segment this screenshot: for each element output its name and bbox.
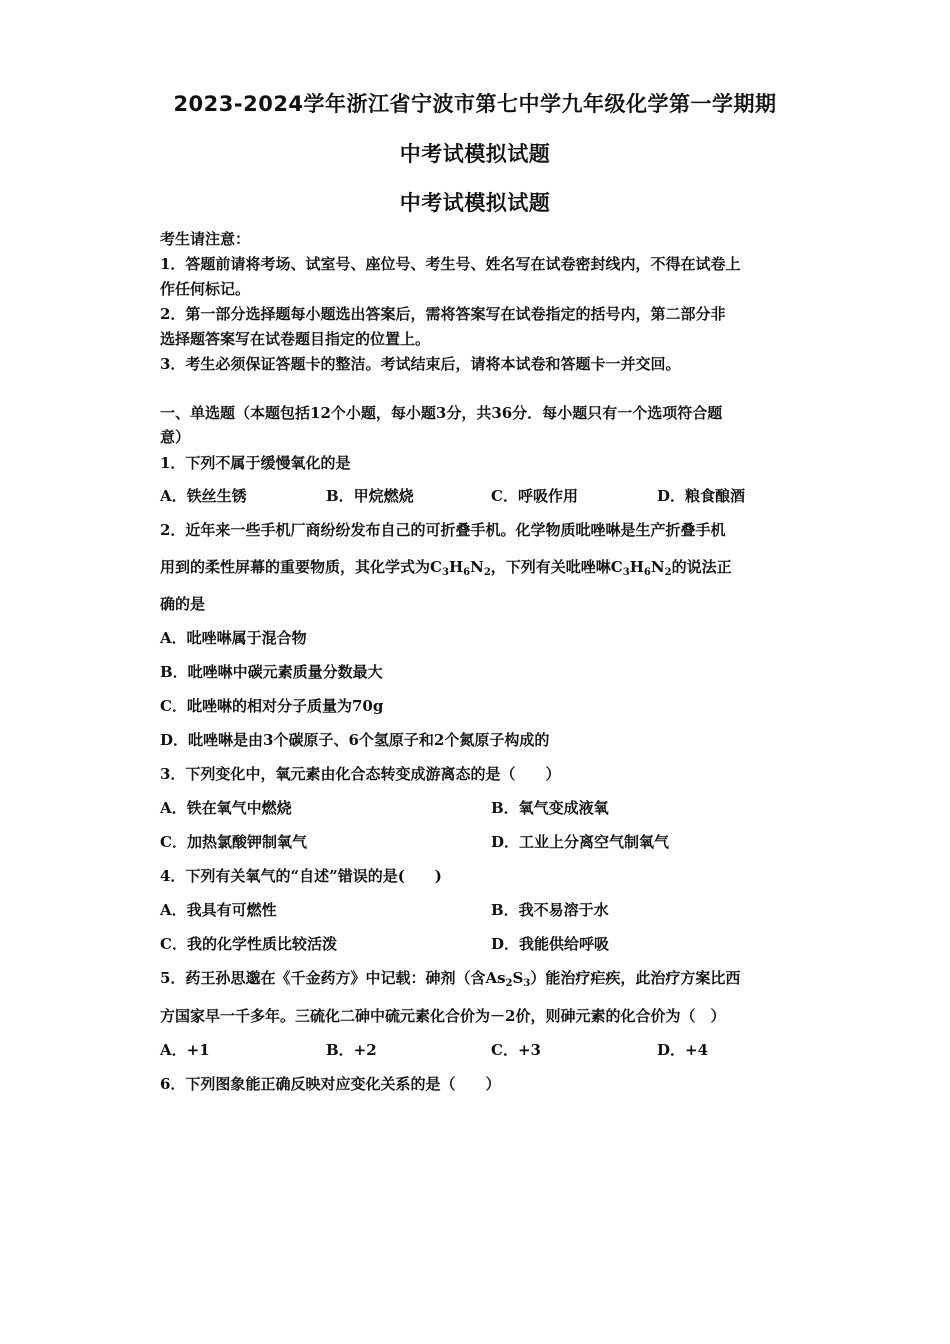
q2-option-b: B．吡唑啉中碳元素质量分数最大 xyxy=(160,663,383,681)
q1-stem: 1．下列不属于缓慢氧化的是 xyxy=(160,454,351,472)
q2-option-a: A．吡唑啉属于混合物 xyxy=(160,629,307,647)
q4-option-d: D．我能供给呼吸 xyxy=(491,935,610,953)
notice-item1-line2: 作任何标记。 xyxy=(160,280,251,298)
q2-option-d: D．吡唑啉是由3个碳原子、6个氢原子和2个氮原子构成的 xyxy=(160,731,550,749)
q5-stem-line1-a: 5．药王孙思邈在《千金药方》中记载：砷剂（含 xyxy=(160,969,486,987)
q5-stem-line1-b: ）能治疗疟疾，此治疗方案比西 xyxy=(530,969,741,987)
notice-item1-line1: 1．答题前请将考场、试室号、座位号、考生号、姓名写在试卷密封线内，不得在试卷上 xyxy=(160,255,741,273)
exam-title-line2: 中考试模拟试题 xyxy=(399,142,551,166)
q4-option-b: B．我不易溶于水 xyxy=(491,901,609,919)
q3-option-d: D．工业上分离空气制氧气 xyxy=(491,833,670,851)
q5-stem-line1 xyxy=(160,967,740,988)
q2-formula-1: $C_3H_6N_2$ xyxy=(430,558,491,578)
exam-title-line3: 中考试模拟试题 xyxy=(399,191,551,215)
q3-stem: 3．下列变化中，氧元素由化合态转变成游离态的是（ ） xyxy=(160,765,561,783)
q3-option-a: A．铁在氧气中燃烧 xyxy=(160,799,292,817)
q6-stem: 6．下列图象能正确反映对应变化关系的是（ ） xyxy=(160,1075,501,1093)
q3-option-b: B．氧气变成液氧 xyxy=(491,799,609,817)
q2-stem-line2-b: ，下列有关吡唑啉 xyxy=(490,558,611,576)
q5-option-b: B．+2 xyxy=(326,1041,377,1059)
section1-heading-line1: 一、单选题（本题包括12个小题，每小题3分，共36分．每小题只有一个选项符合题 xyxy=(160,404,723,422)
notice-heading: 考生请注意： xyxy=(160,230,251,248)
q1-option-d: D．粮食酿酒 xyxy=(657,487,746,505)
q2-stem-line1: 2．近年来一些手机厂商纷纷发布自己的可折叠手机。化学物质吡唑啉是生产折叠手机 xyxy=(160,521,726,539)
q1-option-a: A．铁丝生锈 xyxy=(160,487,247,505)
q1-option-c: C．呼吸作用 xyxy=(491,487,578,505)
q5-option-a: A．+1 xyxy=(160,1041,210,1059)
q4-stem: 4．下列有关氧气的“自述”错误的是( ) xyxy=(160,867,442,885)
q2-stem-line2-c: 的说法正 xyxy=(671,558,732,576)
q1-option-b: B．甲烷燃烧 xyxy=(326,487,414,505)
q4-option-a: A．我具有可燃性 xyxy=(160,901,277,919)
q2-stem-line2 xyxy=(160,556,732,577)
section1-heading-line2: 意） xyxy=(160,428,191,446)
q2-option-c: C．吡唑啉的相对分子质量为70g xyxy=(160,697,384,715)
q5-formula: $As_2S_3$ xyxy=(485,969,531,989)
q5-option-c: C．+3 xyxy=(491,1041,541,1059)
q4-option-c: C．我的化学性质比较活泼 xyxy=(160,935,337,953)
q5-option-d: D．+4 xyxy=(657,1041,709,1059)
notice-item3: 3．考生必须保证答题卡的整洁。考试结束后，请将本试卷和答题卡一并交回。 xyxy=(160,355,681,373)
q2-formula-2: $C_3H_6N_2$ xyxy=(610,558,672,578)
q5-stem-line2: 方国家早一千多年。三硫化二砷中硫元素化合价为－2价，则砷元素的化合价为（ ） xyxy=(160,1007,726,1025)
notice-item2-line1: 2．第一部分选择题每小题选出答案后，需将答案写在试卷指定的括号内，第二部分非 xyxy=(160,305,726,323)
notice-item2-line2: 选择题答案写在试卷题目指定的位置上。 xyxy=(160,330,431,348)
exam-title-line1: 2023-2024学年浙江省宁波市第七中学九年级化学第一学期期 xyxy=(173,92,777,116)
q3-option-c: C．加热氯酸钾制氧气 xyxy=(160,833,307,851)
q2-stem-line2-a: 用到的柔性屏幕的重要物质，其化学式为 xyxy=(160,558,431,576)
q2-stem-line3: 确的是 xyxy=(160,595,206,613)
